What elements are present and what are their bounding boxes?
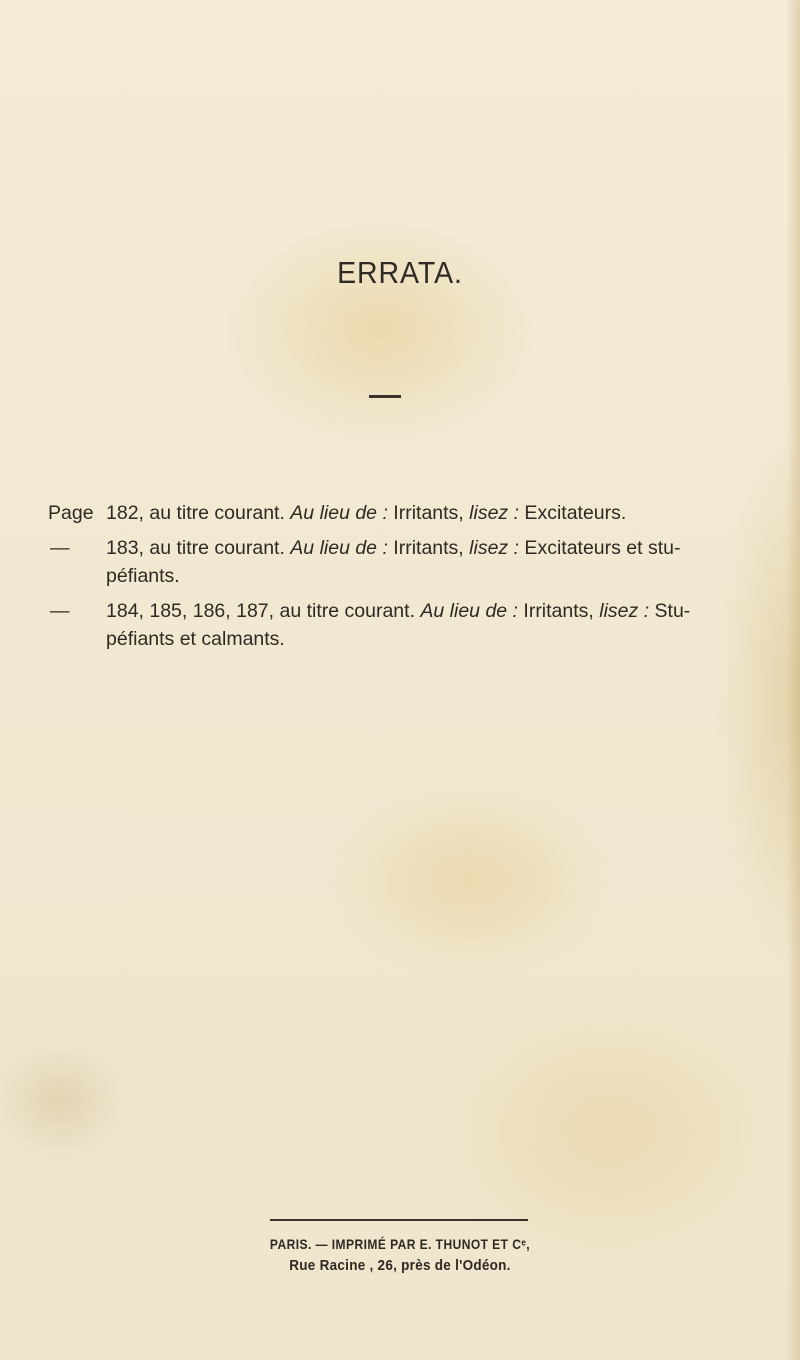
entry-body xyxy=(106,499,778,527)
imprint-address: Rue Racine , 26, près de l'Odéon. xyxy=(289,1257,511,1274)
au-lieu-de-label: Au lieu de : xyxy=(290,502,388,524)
entry-lead: — xyxy=(50,537,70,559)
lisez-label: lisez : xyxy=(469,502,520,524)
entry-line xyxy=(106,499,778,527)
entry-lead: — xyxy=(50,600,70,622)
title-rule xyxy=(369,395,401,398)
lisez-label: lisez : xyxy=(469,537,520,559)
entry-line xyxy=(106,597,778,625)
context-text: , au titre courant. xyxy=(138,537,291,559)
au-lieu-de-label: Au lieu de : xyxy=(420,600,518,622)
entry-line xyxy=(106,534,778,562)
entry-continuation: péfiants. xyxy=(106,565,180,587)
page-numbers: 184, 185, 186, 187 xyxy=(106,600,269,622)
context-text: , au titre courant. xyxy=(268,600,421,622)
lisez-label: lisez : xyxy=(599,600,650,622)
footer-rule xyxy=(270,1219,528,1221)
errata-entry-184-187 xyxy=(48,597,778,653)
page-title: ERRATA. xyxy=(337,255,463,290)
page-numbers: 183 xyxy=(106,537,139,559)
entry-continuation: péfiants et calmants. xyxy=(106,628,285,650)
entry-body xyxy=(106,534,778,590)
wrong-text: Irritants, xyxy=(387,502,470,524)
page-numbers: 182 xyxy=(106,502,139,524)
wrong-text: Irritants, xyxy=(517,600,600,622)
correct-text: Excitateurs. xyxy=(519,502,627,524)
imprint-printer: PARIS. — IMPRIMÉ PAR E. THUNOT ET Cᵉ, xyxy=(269,1236,531,1252)
wrong-text: Irritants, xyxy=(387,537,470,559)
correct-text: Excitateurs et stu- xyxy=(519,537,681,559)
entry-body xyxy=(106,597,778,653)
au-lieu-de-label: Au lieu de : xyxy=(290,537,388,559)
page-edge-shadow xyxy=(786,0,800,1360)
correct-text: Stu- xyxy=(649,600,691,622)
errata-entry-183 xyxy=(48,534,778,590)
entry-lead: Page xyxy=(48,502,94,524)
context-text: , au titre courant. xyxy=(138,502,291,524)
errata-entry-182 xyxy=(48,499,778,527)
errata-list xyxy=(48,499,778,660)
